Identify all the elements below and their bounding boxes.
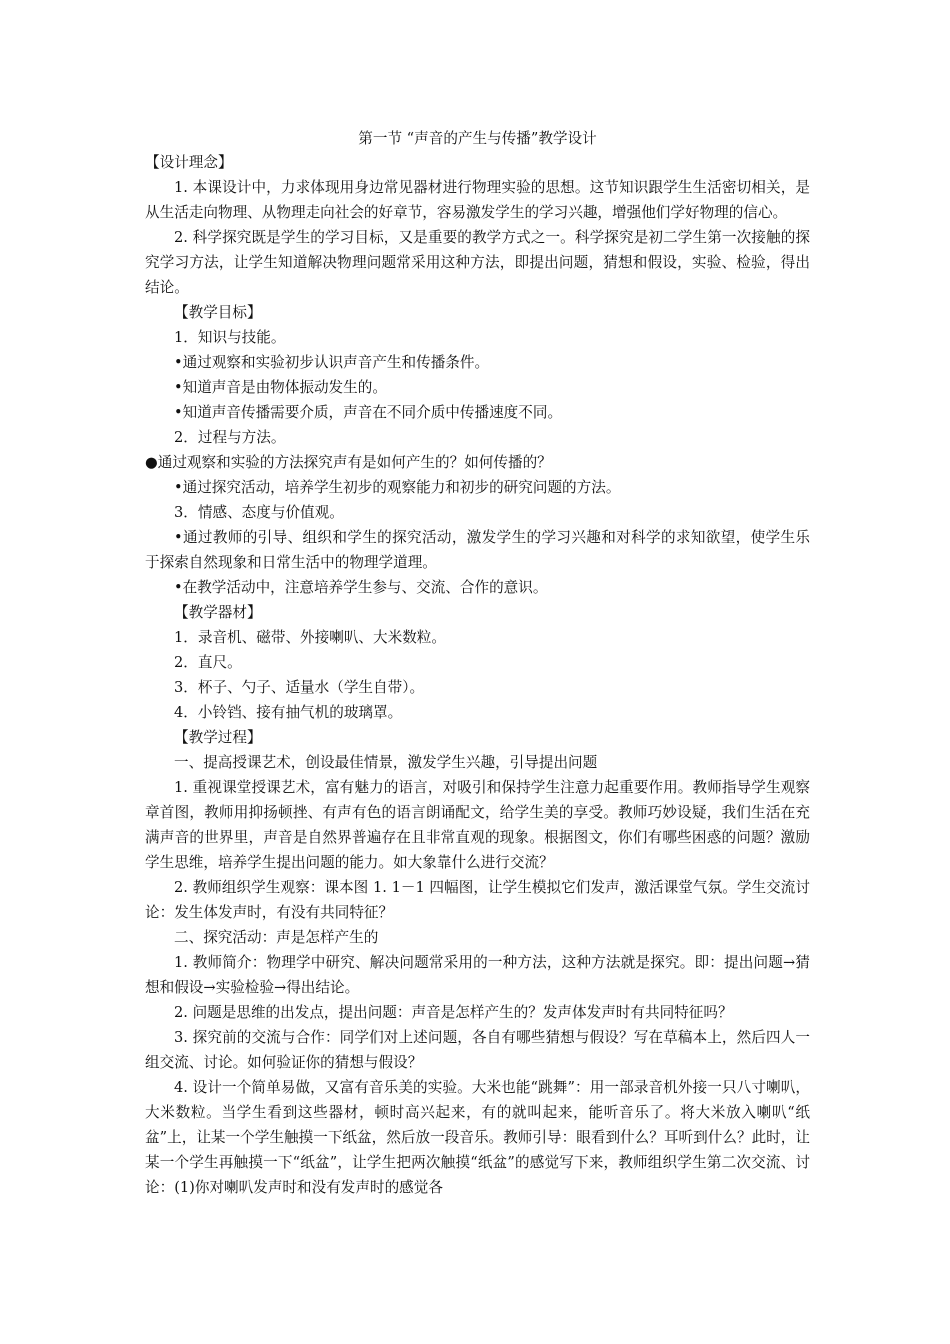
document-page [145, 128, 810, 1200]
list-item: •知道声音传播需要介质，声音在不同介质中传播速度不同。 [174, 404, 563, 421]
paragraph: 3. 探究前的交流与合作：同学们对上述问题，各自有哪些猜想与假设？写在草稿本上，然后四人一组交流、讨论。如何验证你的猜想与假设？ [145, 1029, 810, 1071]
list-item: ●通过观察和实验的方法探究声有是如何产生的？如何传播的？ [145, 454, 552, 471]
section-heading-teaching-goals: 【教学目标】 [174, 304, 262, 321]
paragraph: 1. 重视课堂授课艺术，富有魅力的语言，对吸引和保持学生注意力起重要作用。教师指导学生观察章首图，教师用抑扬顿挫、有声有色的语言朗诵配文，给学生美的享受。教师巧妙设疑，我们生活在充满声音的世界里，声音是自然界普遍存在且非常直观的现象。根据图文，你们有哪些困惑的问题？激励学生思维，培养学生提出问题的能力。如大象靠什么进行交流？ [145, 779, 810, 871]
subheading: 二、探究活动：声是怎样产生的 [174, 929, 379, 946]
subheading: 一、提高授课艺术，创设最佳情景，激发学生兴趣，引导提出问题 [174, 754, 598, 771]
list-item: 4．小铃铛、接有抽气机的玻璃罩。 [174, 704, 403, 721]
paragraph: 1. 教师简介：物理学中研究、解决问题常采用的一种方法，这种方法就是探究。即：提出问题→猜想和假设→实验检验→得出结论。 [145, 954, 810, 996]
list-item: •通过探究活动，培养学生初步的观察能力和初步的研究问题的方法。 [174, 479, 621, 496]
paragraph: 2. 教师组织学生观察：课本图 1. 1－1 四幅图，让学生模拟它们发声，激活课堂气氛。学生交流讨论：发生体发声时，有没有共同特征？ [145, 879, 810, 921]
list-item: 3．杯子、勺子、适量水（学生自带）。 [174, 679, 425, 696]
list-item: •知道声音是由物体振动发生的。 [174, 379, 387, 396]
list-item: •通过观察和实验初步认识声音产生和传播条件。 [174, 354, 490, 371]
section-heading-design-concept: 【设计理念】 [145, 154, 233, 171]
document-title: 第一节 “声音的产生与传播”教学设计 [358, 130, 597, 147]
paragraph: 2. 问题是思维的出发点，提出问题：声音是怎样产生的？发声体发声时有共同特征吗？ [174, 1004, 733, 1021]
list-item: 3．情感、态度与价值观。 [174, 504, 344, 521]
list-item: 2．直尺。 [174, 654, 242, 671]
list-item: 1．录音机、磁带、外接喇叭、大米数粒。 [174, 629, 446, 646]
paragraph: 1. 本课设计中，力求体现用身边常见器材进行物理实验的思想。这节知识跟学生生活密切相关，是从生活走向物理、从物理走向社会的好章节，容易激发学生的学习兴趣，增强他们学好物理的信心。 [145, 179, 810, 221]
section-heading-teaching-materials: 【教学器材】 [174, 604, 262, 621]
list-item: 2．过程与方法。 [174, 429, 286, 446]
list-item: •通过教师的引导、组织和学生的探究活动，激发学生的学习兴趣和对科学的求知欲望，使学生乐于探索自然现象和日常生活中的物理学道理。 [145, 529, 810, 571]
paragraph: 4. 设计一个简单易做，又富有音乐美的实验。大米也能“跳舞”：用一部录音机外接一只八寸喇叭，大米数粒。当学生看到这些器材，顿时高兴起来，有的就叫起来，能听音乐了。将大米放入喇叭“纸盆”上，让某一个学生触摸一下纸盆，然后放一段音乐。教师引导：眼看到什么？耳听到什么？此时，让某一个学生再触摸一下“纸盆”，让学生把两次触摸“纸盆”的感觉写下来，教师组织学生第二次交流、讨论：(1)你对喇叭发声时和没有发声时的感觉各 [145, 1079, 810, 1196]
section-heading-teaching-process: 【教学过程】 [174, 729, 262, 746]
list-item: •在教学活动中，注意培养学生参与、交流、合作的意识。 [174, 579, 548, 596]
list-item: 1．知识与技能。 [174, 329, 286, 346]
paragraph: 2. 科学探究既是学生的学习目标，又是重要的教学方式之一。科学探究是初二学生第一次接触的探究学习方法，让学生知道解决物理问题常采用这种方法，即提出问题，猜想和假设，实验、检验，得出结论。 [145, 229, 810, 296]
